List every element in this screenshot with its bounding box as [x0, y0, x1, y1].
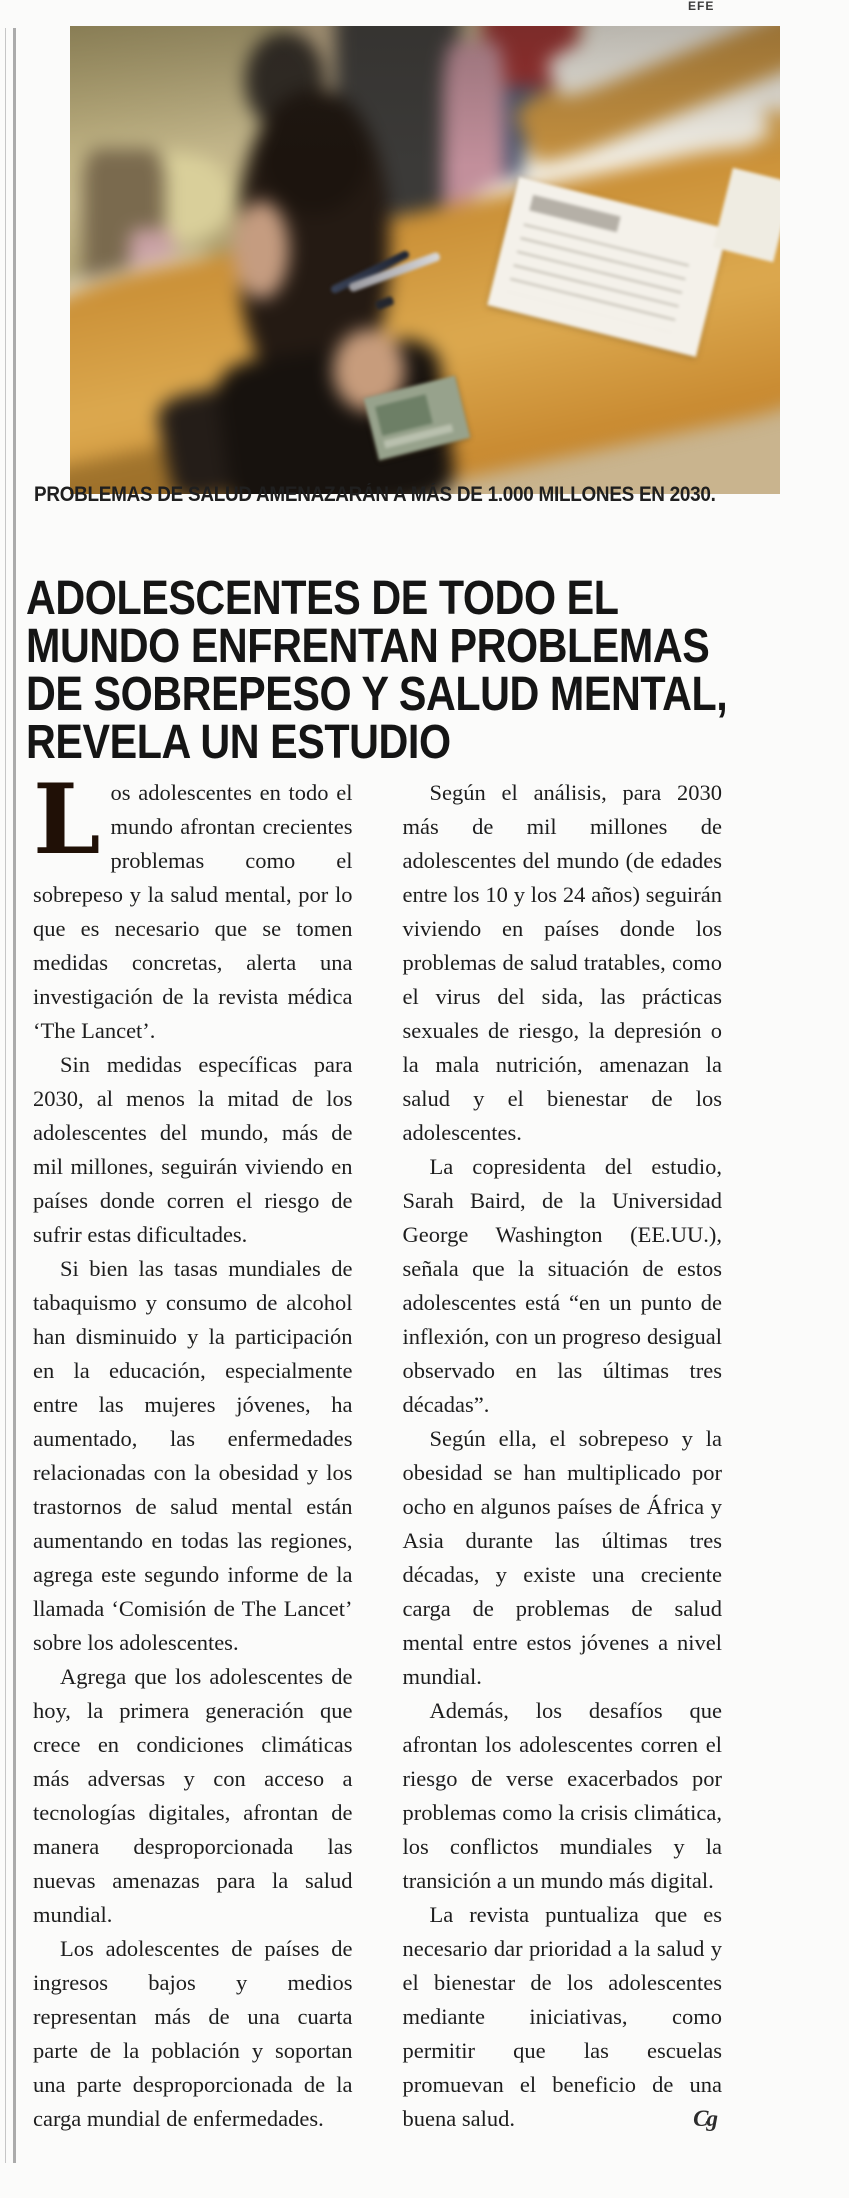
article-photo	[70, 26, 780, 494]
dropcap-letter: L	[33, 763, 101, 876]
id-card-on-desk	[364, 376, 471, 461]
article-paragraph: Agrega que los adolescentes de hoy, la primera generación que crece en condiciones climáticas más adversas y con acceso a tecnologías digitales, afrontan de manera desproporcionada las nuevas amenazas para la salud mundial.	[33, 1664, 353, 1927]
article-headline: ADOLESCENTES DE TODO EL MUNDO ENFRENTAN PROBLEMAS DE SOBREPESO Y SALUD MENTAL, REVELA UN ESTUDIO	[26, 572, 728, 770]
photo-caption: PROBLEMAS DE SALUD AMENAZARÁN A MÁS DE 1.000 MILLONES EN 2030.	[34, 483, 716, 506]
article-paragraph: Los adolescentes en todo el mundo afrontan crecientes problemas como el sobrepeso y la salud mental, por lo que es necesario que se tomen medidas concretas, alerta una investigación de la revista médica ‘The Lancet’.	[33, 763, 353, 1043]
left-scan-rule-thick	[13, 28, 16, 2163]
left-scan-rule-thin	[5, 28, 6, 2163]
paper-text-lines	[507, 224, 689, 333]
article-paragraph: Si bien las tasas mundiales de tabaquismo y consumo de alcohol han disminuido y la participación en la educación, especialmente entre las mujeres jóvenes, ha aumentado, las enfermedades relacionadas con la obesidad y los trastornos de salud mental están aumentando en todas las regiones, agrega este segundo informe de la llamada ‘Comisión de The Lancet’ sobre los adolescentes.	[33, 1256, 353, 1655]
exam-paper-sheet	[487, 177, 728, 357]
article-paragraph: Sin medidas específicas para 2030, al menos la mitad de los adolescentes del mundo, más de mil millones, seguirán viviendo en países donde corren el riesgo de sufrir estas dificultades.	[33, 1052, 353, 1247]
article-paragraph: Además, los desafíos que afrontan los adolescentes corren el riesgo de verse exacerbados por problemas como la crisis climática, los conflictos mundiales y la transición a un mundo más digital.	[402, 1698, 722, 1893]
article-paragraph: Según ella, el sobrepeso y la obesidad se han multiplicado por ocho en algunos países de África y Asia durante las últimas tres décadas, y existe una creciente carga de problemas de salud mental entre estos jóvenes a nivel mundial.	[402, 1426, 722, 1689]
article-paragraph: La copresidenta del estudio, Sarah Baird, de la Universidad George Washington (EE.UU.), señala que la situación de estos adolescentes está “en un punto de inflexión, con un progreso desigual observado en las últimas tres décadas”.	[402, 1154, 722, 1417]
photo-top-shade	[70, 26, 780, 166]
small-paper-sheet	[713, 168, 780, 263]
end-of-article-mark: Cg	[693, 2106, 716, 2131]
photo-credit: EFE	[688, 0, 715, 13]
pen-tip	[375, 296, 395, 311]
article-paragraph: Según el análisis, para 2030 más de mil millones de adolescentes del mundo (de edades entre los 10 y los 24 años) seguirán viviendo en países donde los problemas de salud tratables, como el virus del sida, las prácticas sexuales de riesgo, la depresión o la mala nutrición, amenazan la salud y el bienestar de los adolescentes.	[402, 780, 722, 1145]
paper-scribble	[529, 195, 620, 232]
article-columns	[33, 763, 722, 2136]
article-paragraph: Los adolescentes de países de ingresos bajos y medios representan más de una cuarta parte de la población y soportan una parte desproporcionada de la carga mundial de enfermedades.	[33, 1936, 353, 2131]
article-paragraph: La revista puntualiza que es necesario dar prioridad a la salud y el bienestar de los adolescentes mediante iniciativas, como permitir que las escuelas promuevan el beneficio de una buena salud. Cg	[403, 1898, 723, 2136]
